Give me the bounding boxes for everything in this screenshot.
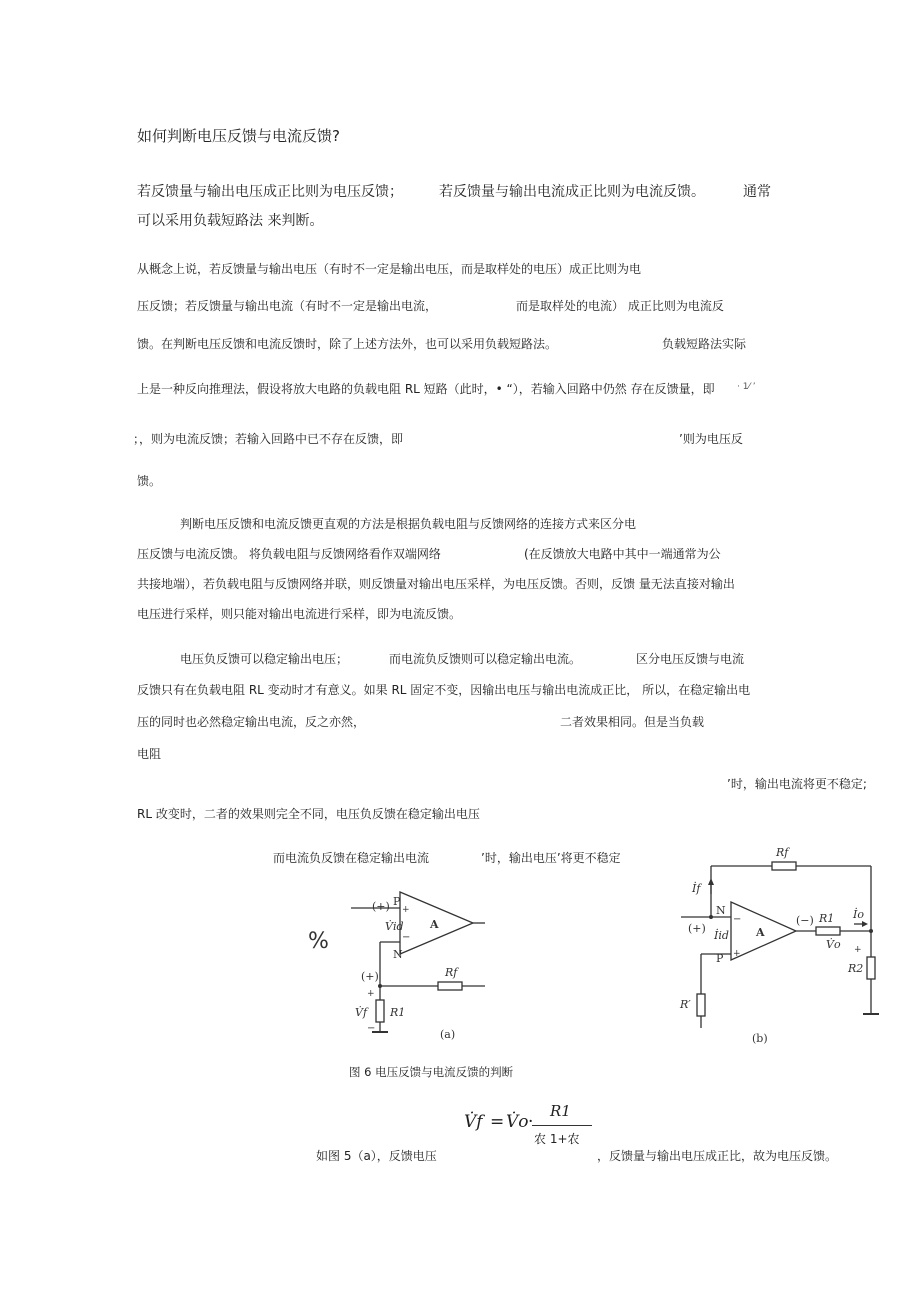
- formula-numerator: R1: [550, 1102, 571, 1120]
- figure-caption: 图 6 电压反馈与电流反馈的判断: [349, 1065, 514, 1079]
- svg-text:−: −: [367, 1023, 376, 1034]
- formula: [462, 1104, 602, 1150]
- page-title: 如何判断电压反馈与电流反馈?: [137, 127, 340, 145]
- paragraph-line: 电压进行采样，则只能对输出电流进行采样，即为电流反馈。: [137, 607, 462, 621]
- label-if: İf: [692, 882, 701, 895]
- final-line: 如图 5（a），反馈电压: [316, 1149, 437, 1163]
- label-io: İo: [853, 908, 864, 921]
- paragraph-line: 反馈只有在负载电阻 RL 变动时才有意义。如果 RL 固定不变，因输出电压与输出电流成正比， 所以，在稳定输出电: [137, 683, 751, 697]
- paragraph-fragment: · 1⁄ ’: [737, 382, 756, 392]
- label-vf: V̇f: [355, 1006, 368, 1019]
- label-rprime: R′: [680, 998, 691, 1011]
- rf-resistor-a: [438, 982, 462, 990]
- intro-text: 通常: [743, 184, 771, 200]
- paragraph-line: 而电流负反馈在稳定输出电流: [273, 851, 430, 865]
- label-p: P: [393, 895, 401, 908]
- label-in-plus-b: (+): [688, 922, 706, 935]
- svg-text:+: +: [402, 905, 410, 915]
- paragraph-line: ’则为电压反: [679, 432, 743, 446]
- rf-resistor-b: [772, 862, 796, 870]
- paragraph-line: 压反馈与电流反馈。 将负载电阻与反馈网络看作双端网络: [137, 547, 441, 561]
- paragraph-line: 馈。在判断电压反馈和电流反馈时，除了上述方法外，也可以采用负载短路法。: [137, 337, 558, 351]
- label-amp-a: A: [430, 918, 439, 931]
- final-line: ，反馈量与输出电压成正比，故为电压反馈。: [597, 1149, 838, 1163]
- label-vid: V̇id: [385, 920, 404, 933]
- rprime-resistor: [697, 994, 705, 1016]
- paragraph-line: ’时，输出电流将更不稳定;: [727, 777, 867, 791]
- paragraph-line: ’时，输出电压’将更不稳定: [481, 851, 621, 865]
- paragraph-line: 二者效果相同。但是当负载: [560, 715, 705, 729]
- paragraph-line: 电压负反馈可以稳定输出电压；: [180, 652, 349, 666]
- label-n-b: N: [716, 904, 726, 917]
- label-out-minus: (−): [796, 914, 814, 927]
- svg-text:+: +: [733, 949, 741, 959]
- label-rf-b: Rf: [776, 846, 789, 859]
- paragraph-line: 上是一种反向推理法，假设将放大电路的负载电阻 RL 短路（此时，• “），若输入回路中仍然 存在反馈量，即: [137, 382, 715, 396]
- paragraph-line: 从概念上说，若反馈量与输出电压（有时不一定是输出电压，而是取样处的电压）成正比则为电: [137, 262, 642, 276]
- paragraph-line: RL 改变时，二者的效果则完全不同，电压负反馈在稳定输出电压: [137, 807, 480, 821]
- figure-tag-a: (a): [440, 1028, 456, 1041]
- paragraph-line: (在反馈放大电路中其中一端通常为公: [524, 547, 721, 561]
- r2-resistor: [867, 957, 875, 979]
- label-rf: Rf: [445, 966, 458, 979]
- paragraph-line: 压反馈；若反馈量与输出电流（有时不一定是输出电流，: [137, 299, 438, 313]
- formula-dot: ·: [528, 1112, 534, 1132]
- paragraph-line: 判断电压反馈和电流反馈更直观的方法是根据负载电阻与反馈网络的连接方式来区分电: [180, 517, 637, 531]
- stray-percent-glyph: %: [308, 929, 329, 954]
- figure-tag-b: (b): [752, 1032, 768, 1045]
- svg-text:−: −: [402, 932, 411, 943]
- paragraph-line: ；，则为电流反馈；若输入回路中已不存在反馈，即: [133, 432, 404, 446]
- paragraph-line: 馈。: [137, 474, 162, 488]
- intro-text: 若反馈量与输出电压成正比则为电压反馈；: [137, 184, 403, 200]
- formula-denominator: 农 1+农: [534, 1132, 580, 1146]
- paragraph-line: 而是取样处的电流） 成正比则为电流反: [516, 299, 724, 313]
- formula-equals: =: [490, 1112, 505, 1132]
- label-fb-plus: (+): [361, 970, 379, 983]
- label-in-plus: (+): [372, 900, 390, 913]
- label-iid: İid: [714, 929, 729, 942]
- formula-vo: V̇o: [506, 1112, 529, 1132]
- label-n: N: [393, 948, 403, 961]
- intro-text: 可以采用负载短路法 来判断。: [137, 213, 324, 229]
- label-r2: R2: [848, 962, 864, 975]
- label-amp-b: A: [756, 926, 765, 939]
- svg-text:+: +: [854, 945, 862, 955]
- paragraph-line: 负载短路法实际: [662, 337, 747, 351]
- label-r1: R1: [390, 1006, 406, 1019]
- formula-lhs: V̇f: [464, 1112, 483, 1132]
- circuit-diagram-a: [345, 888, 505, 1046]
- circuit-diagram-b: [676, 842, 886, 1050]
- label-r1-b: R1: [819, 912, 835, 925]
- paragraph-line: 压的同时也必然稳定输出电流，反之亦然，: [137, 715, 366, 729]
- svg-text:−: −: [733, 914, 742, 925]
- r1-resistor-a: [376, 1000, 384, 1022]
- label-p-b: P: [716, 952, 724, 965]
- paragraph-line: 共接地端），若负载电阻与反馈网络并联，则反馈量对输出电压采样，为电压反馈。否则，反馈 量无法直接对输出: [137, 577, 735, 591]
- paragraph-line: 区分电压反馈与电流: [636, 652, 745, 666]
- fraction-bar: [532, 1125, 592, 1126]
- label-vo: V̇o: [826, 938, 841, 951]
- r1-resistor-b: [816, 927, 840, 935]
- intro-text: 若反馈量与输出电流成正比则为电流反馈。: [439, 184, 705, 200]
- svg-text:+: +: [367, 989, 375, 999]
- paragraph-line: 而电流负反馈则可以稳定输出电流。: [389, 652, 582, 666]
- paragraph-line: 电阻: [137, 747, 162, 761]
